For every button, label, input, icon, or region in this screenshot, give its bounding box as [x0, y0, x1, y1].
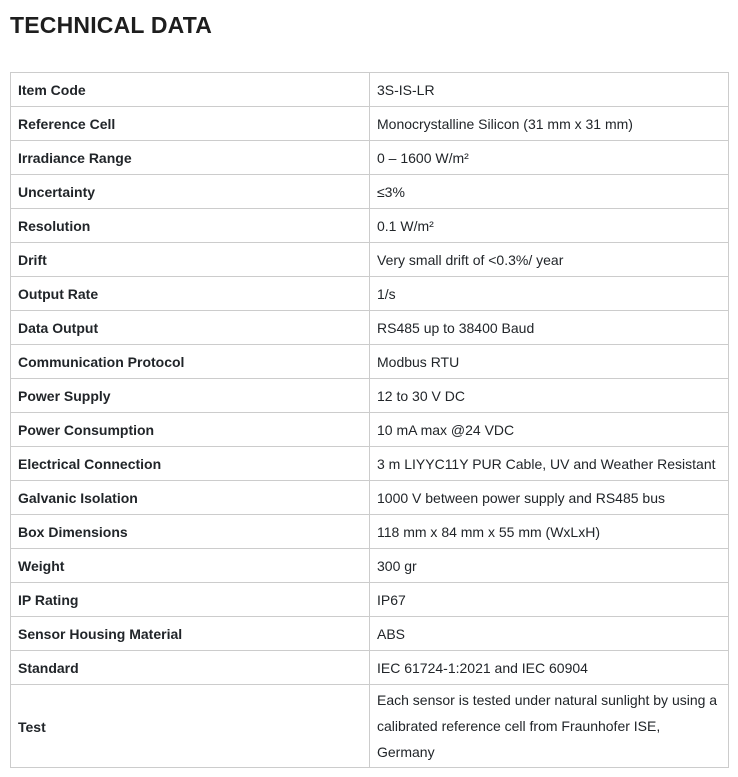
table-row — [11, 583, 729, 617]
spec-label-cell: Output Rate — [11, 277, 370, 311]
spec-value-cell: 3 m LIYYC11Y PUR Cable, UV and Weather Resistant — [370, 447, 729, 481]
spec-table-body — [11, 73, 729, 768]
table-row — [11, 311, 729, 345]
table-row — [11, 447, 729, 481]
spec-label-cell: Reference Cell — [11, 107, 370, 141]
spec-value-cell: 3S-IS-LR — [370, 73, 729, 107]
spec-value-cell: Monocrystalline Silicon (31 mm x 31 mm) — [370, 107, 729, 141]
table-row — [11, 107, 729, 141]
table-row — [11, 345, 729, 379]
spec-label-cell: Data Output — [11, 311, 370, 345]
table-row — [11, 209, 729, 243]
table-row — [11, 549, 729, 583]
spec-label-cell: Drift — [11, 243, 370, 277]
spec-value-cell: 12 to 30 V DC — [370, 379, 729, 413]
spec-label-cell: Power Supply — [11, 379, 370, 413]
spec-label-cell: Test — [11, 685, 370, 768]
table-row — [11, 141, 729, 175]
spec-label-cell: IP Rating — [11, 583, 370, 617]
spec-label-cell: Standard — [11, 651, 370, 685]
table-row — [11, 651, 729, 685]
table-row — [11, 379, 729, 413]
spec-value-cell: ABS — [370, 617, 729, 651]
spec-label-cell: Weight — [11, 549, 370, 583]
spec-value-cell: 118 mm x 84 mm x 55 mm (WxLxH) — [370, 515, 729, 549]
spec-value-cell: RS485 up to 38400 Baud — [370, 311, 729, 345]
table-row — [11, 617, 729, 651]
spec-value-cell: Each sensor is tested under natural sunlight by using a calibrated reference cell from Fraunhofer ISE, Germany — [370, 685, 729, 768]
table-row — [11, 277, 729, 311]
spec-label-cell: Galvanic Isolation — [11, 481, 370, 515]
technical-data-table — [10, 72, 729, 768]
page-title: TECHNICAL DATA — [10, 12, 213, 38]
spec-label-cell: Box Dimensions — [11, 515, 370, 549]
table-row — [11, 413, 729, 447]
table-row — [11, 243, 729, 277]
spec-label-cell: Resolution — [11, 209, 370, 243]
table-row — [11, 481, 729, 515]
spec-value-cell: 300 gr — [370, 549, 729, 583]
spec-label-cell: Electrical Connection — [11, 447, 370, 481]
spec-label-cell: Power Consumption — [11, 413, 370, 447]
spec-value-cell: IP67 — [370, 583, 729, 617]
spec-label-cell: Irradiance Range — [11, 141, 370, 175]
table-row — [11, 685, 729, 768]
table-row — [11, 175, 729, 209]
spec-value-cell: ≤3% — [370, 175, 729, 209]
spec-label-cell: Communication Protocol — [11, 345, 370, 379]
spec-label-cell: Sensor Housing Material — [11, 617, 370, 651]
spec-value-cell: Modbus RTU — [370, 345, 729, 379]
spec-value-cell: 0 – 1600 W/m² — [370, 141, 729, 175]
table-row — [11, 73, 729, 107]
spec-value-cell: 1/s — [370, 277, 729, 311]
spec-value-cell: IEC 61724-1:2021 and IEC 60904 — [370, 651, 729, 685]
spec-label-cell: Item Code — [11, 73, 370, 107]
spec-value-cell: 10 mA max @24 VDC — [370, 413, 729, 447]
table-row — [11, 515, 729, 549]
spec-value-cell: 0.1 W/m² — [370, 209, 729, 243]
spec-value-cell: Very small drift of <0.3%/ year — [370, 243, 729, 277]
spec-label-cell: Uncertainty — [11, 175, 370, 209]
spec-value-cell: 1000 V between power supply and RS485 bus — [370, 481, 729, 515]
